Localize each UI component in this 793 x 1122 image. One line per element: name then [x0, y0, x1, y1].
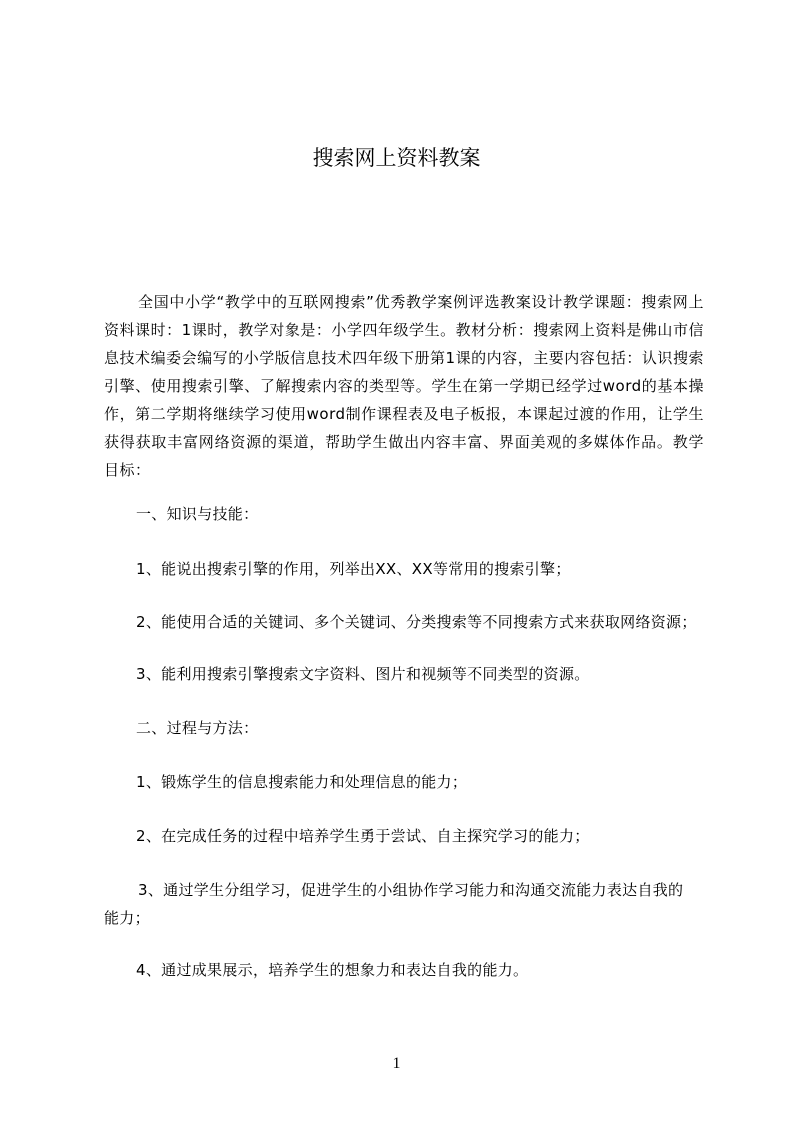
- list-item: [104, 876, 716, 932]
- list-item: 2、能使用合适的关键词、多个关键词、分类搜索等不同搜索方式来获取网络资源；: [136, 613, 697, 631]
- list-item-line: 能力；: [104, 909, 150, 927]
- list-item: 2、在完成任务的过程中培养学生勇于尝试、自主探究学习的能力；: [136, 827, 590, 845]
- page-number: 1: [392, 1055, 401, 1072]
- intro-paragraph: 全国中小学“教学中的互联网搜索”优秀教学案例评选教案设计教学课题：搜索网上资料课时：1课时，教学对象是：小学四年级学生。教材分析：搜索网上资料是佛山市信息技术编委会编写的小学版信息技术四年级下册第1课的内容，主要内容包括：认识搜索引擎、使用搜索引擎、了解搜索内容的类型等。学生在第一学期已经学过word的基本操作，第二学期将继续学习使用word制作课程表及电子板报，本课起过渡的作用，让学生获得获取丰富网络资源的渠道，帮助学生做出内容丰富、界面美观的多媒体作品。教学目标：: [104, 293, 704, 479]
- list-item: 4、通过成果展示，培养学生的想象力和表达自我的能力。: [136, 961, 529, 979]
- list-item: 3、能利用搜索引擎搜索文字资料、图片和视频等不同类型的资源。: [136, 665, 590, 683]
- section-heading-process-methods: 二、过程与方法：: [136, 719, 259, 737]
- list-item: 1、能说出搜索引擎的作用，列举出XX、XX等常用的搜索引擎；: [136, 560, 571, 578]
- list-item: 1、锻炼学生的信息搜索能力和处理信息的能力；: [136, 773, 468, 791]
- document-title: 搜索网上资料教案: [312, 146, 481, 170]
- section-heading-knowledge-skills: 一、知识与技能：: [136, 505, 259, 523]
- list-item-line: 3、通过学生分组学习，促进学生的小组协作学习能力和沟通交流能力表达自我的: [138, 881, 684, 899]
